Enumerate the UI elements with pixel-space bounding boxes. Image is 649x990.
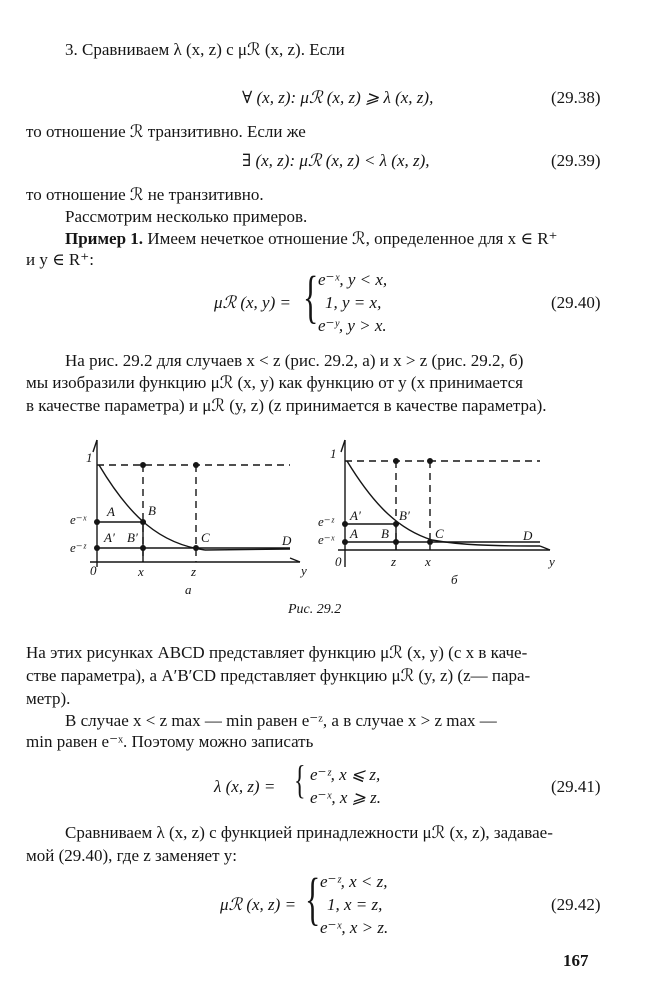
text-line-5: то отношение ℛ не транзитивно. <box>26 185 264 204</box>
equation-29-40-lhs: μℛ (x, y) = <box>214 293 291 312</box>
panel-a-label-B1: B′ <box>127 530 138 545</box>
panel-b-sublabel: б <box>451 572 458 587</box>
panel-a-dot-B <box>140 519 146 525</box>
panel-b-label-y: y <box>549 554 555 569</box>
panel-a-label-ex: e⁻ˣ <box>70 512 87 527</box>
text-line-p1: На рис. 29.2 для случаев x < z (рис. 29.2, a) и x > z (рис. 29.2, б) <box>65 351 524 370</box>
panel-a-label-A1: A′ <box>104 530 115 545</box>
panel-a-dot-top-z <box>193 462 199 468</box>
text-line-p9: Сравниваем λ (x, z) с функцией принадлежности μℛ (x, z), задавае- <box>65 823 553 842</box>
equation-29-38: ∀ (x, z): μℛ (x, z) ⩾ λ (x, z), <box>242 88 434 107</box>
text-line-p2: мы изобразили функцию μℛ (x, y) как функцию от y (x принимается <box>26 373 523 392</box>
panel-a-sublabel: a <box>185 582 192 597</box>
text-line-p10: мой (29.40), где z заменяет y: <box>26 846 237 865</box>
equation-29-42-case-3: e⁻ˣ, x > z. <box>320 918 389 937</box>
text-line-p7: В случае x < z max — min равен e⁻ᶻ, а в случае x > z max — <box>65 711 497 730</box>
panel-a-labels <box>70 450 307 597</box>
panel-b-dot-top-x <box>427 458 433 464</box>
text-line-3: то отношение ℛ транзитивно. Если же <box>26 122 306 141</box>
panel-a-dot-top-x <box>140 462 146 468</box>
panel-b-label-B: B <box>381 526 389 541</box>
equation-29-40-case-2: 1, y = x, <box>325 293 382 312</box>
panel-b-dot-top-z <box>393 458 399 464</box>
panel-b-label-ex: e⁻ˣ <box>318 532 335 547</box>
example-text: Имеем нечеткое отношение ℛ, определенное для x ∈ R⁺ <box>143 229 558 248</box>
panel-a-label-D: D <box>282 533 292 548</box>
text-line-p3: в качестве параметра) и μℛ (y, z) (z принимается в качестве параметра). <box>26 396 547 415</box>
example-heading <box>65 229 558 249</box>
panel-a-label-A: A <box>107 504 115 519</box>
figure-29-2 <box>0 432 649 612</box>
panel-a-dot-A1 <box>94 545 100 551</box>
text-line-6: Рассмотрим несколько примеров. <box>65 207 308 226</box>
example-label: Пример 1. <box>65 229 144 248</box>
text-line-p5: стве параметра), а A′B′CD представляет функцию μℛ (y, z) (z— пара- <box>26 666 531 685</box>
panel-b-label-z: z <box>391 554 397 569</box>
equation-29-40-case-3: e⁻ʸ, y > x. <box>318 316 387 335</box>
brace-29-41: { <box>294 757 306 802</box>
panel-a-dot-B1 <box>140 545 146 551</box>
panel-a-dot-A <box>94 519 100 525</box>
panel-b-dot-B <box>393 539 399 545</box>
equation-29-41-lhs: λ (x, z) = <box>214 777 276 796</box>
panel-b-label-ez: e⁻ᶻ <box>318 514 334 529</box>
equation-29-42-case-1: e⁻ᶻ, x < z, <box>320 872 388 891</box>
panel-a-label-z: z <box>191 564 197 579</box>
panel-b-label-zero: 0 <box>335 554 342 569</box>
panel-a-label-B: B <box>148 503 156 518</box>
panel-b-dot-C <box>427 539 433 545</box>
text-line-8: и y ∈ R⁺: <box>26 250 94 269</box>
panel-a-label-ez: e⁻ᶻ <box>70 540 86 555</box>
panel-a-label-x: x <box>138 564 144 579</box>
panel-b-labels <box>318 446 555 587</box>
panel-b-label-B1: B′ <box>399 508 410 523</box>
equation-29-42-lhs: μℛ (x, z) = <box>220 895 297 914</box>
panel-b-label-one: 1 <box>330 446 337 461</box>
brace-29-42: { <box>305 866 321 931</box>
panel-b-label-A1: A′ <box>350 508 361 523</box>
text-line-1: 3. Сравниваем λ (x, z) с μℛ (x, z). Если <box>65 40 345 59</box>
equation-29-40-case-1: e⁻ˣ, y < x, <box>318 270 388 289</box>
brace-29-40: { <box>303 264 319 329</box>
equation-29-39: ∃ (x, z): μℛ (x, z) < λ (x, z), <box>242 151 430 170</box>
panel-b-dot-A <box>342 539 348 545</box>
equation-number-29-40: (29.40) <box>551 293 601 312</box>
equation-number-29-39: (29.39) <box>551 151 601 170</box>
text-line-p8: min равен e⁻ˣ. Поэтому можно записать <box>26 732 314 751</box>
panel-b-dot-A1 <box>342 521 348 527</box>
equation-29-41-case-2: e⁻ˣ, x ⩾ z. <box>310 788 381 807</box>
equation-number-29-42: (29.42) <box>551 895 601 914</box>
panel-a-label-C: C <box>201 530 210 545</box>
panel-b-curve-ez <box>347 461 432 540</box>
text-line-p6: метр). <box>26 689 71 708</box>
panel-b-label-C: C <box>435 526 444 541</box>
panel-b-label-A: A <box>350 526 358 541</box>
text-line-p4: На этих рисунках ABCD представляет функцию μℛ (x, y) (с x в каче- <box>26 643 528 662</box>
panel-a-curve-tail <box>205 549 290 550</box>
panel-a-dot-C <box>193 545 199 551</box>
panel-b-label-x: x <box>425 554 431 569</box>
panel-a-label-zero: 0 <box>90 563 97 578</box>
panel-b-label-D: D <box>523 528 533 543</box>
panel-b <box>338 440 550 567</box>
panel-a-label-one: 1 <box>86 450 93 465</box>
equation-number-29-41: (29.41) <box>551 777 601 796</box>
equation-29-41-case-1: e⁻ᶻ, x ⩽ z, <box>310 765 381 784</box>
panel-a-label-y: y <box>301 563 307 578</box>
equation-number-29-38: (29.38) <box>551 88 601 107</box>
page-number: 167 <box>563 951 589 970</box>
equation-29-42-case-2: 1, x = z, <box>327 895 383 914</box>
figure-caption: Рис. 29.2 <box>288 602 342 617</box>
